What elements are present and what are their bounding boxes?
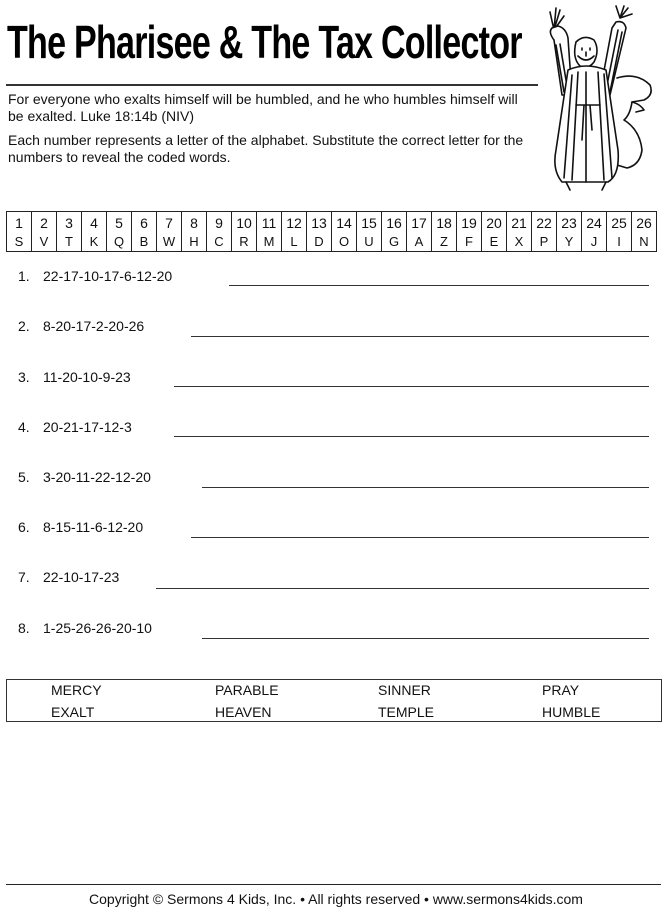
cipher-number: 13	[307, 212, 332, 233]
cipher-number: 25	[607, 212, 632, 233]
answer-line-6[interactable]	[191, 537, 649, 538]
cipher-letter: O	[332, 232, 357, 252]
cipher-number: 4	[82, 212, 107, 233]
question-code: 22-17-10-17-6-12-20	[43, 268, 173, 284]
cipher-letter: R	[232, 232, 257, 252]
cipher-number: 10	[232, 212, 257, 233]
question-number: 3.	[18, 369, 30, 385]
word-bank	[6, 679, 662, 722]
question-number: 4.	[18, 419, 30, 435]
cipher-letter: H	[182, 232, 207, 252]
cipher-number: 12	[282, 212, 307, 233]
cipher-numbers-row	[7, 212, 657, 233]
cipher-letter: D	[307, 232, 332, 252]
answer-line-1[interactable]	[229, 285, 649, 286]
question-code: 11-20-10-9-23	[43, 369, 131, 385]
cipher-number: 15	[357, 212, 382, 233]
question-number: 8.	[18, 620, 30, 636]
cipher-letter: I	[607, 232, 632, 252]
question-6	[18, 518, 143, 536]
cipher-number: 5	[107, 212, 132, 233]
cipher-number: 24	[582, 212, 607, 233]
question-number: 1.	[18, 268, 30, 284]
cipher-number: 26	[632, 212, 657, 233]
question-number: 7.	[18, 569, 30, 585]
cipher-letter: A	[407, 232, 432, 252]
cipher-number: 1	[7, 212, 32, 233]
word-bank-item: MERCY	[51, 682, 102, 698]
question-5	[18, 468, 151, 486]
bible-verse: For everyone who exalts himself will be humbled, and he who humbles himself will be exalted. Luke 18:14b (NIV)	[8, 91, 518, 124]
cipher-number: 23	[557, 212, 582, 233]
cipher-number: 6	[132, 212, 157, 233]
question-code: 1-25-26-26-20-10	[43, 620, 152, 636]
header-divider	[6, 84, 538, 86]
question-4	[18, 418, 132, 436]
answer-line-7[interactable]	[156, 588, 649, 589]
cipher-letter: N	[632, 232, 657, 252]
cipher-letter: V	[32, 232, 57, 252]
answer-line-8[interactable]	[202, 638, 649, 639]
cipher-letter: C	[207, 232, 232, 252]
cipher-number: 18	[432, 212, 457, 233]
cipher-letter: U	[357, 232, 382, 252]
word-bank-item: HUMBLE	[542, 704, 601, 720]
footer-divider	[6, 884, 661, 885]
cipher-number: 20	[482, 212, 507, 233]
cipher-number: 9	[207, 212, 232, 233]
question-7	[18, 568, 119, 586]
question-8	[18, 619, 152, 637]
question-1	[18, 267, 172, 285]
cipher-letter: F	[457, 232, 482, 252]
cipher-letter: E	[482, 232, 507, 252]
question-code: 22-10-17-23	[43, 569, 120, 585]
question-number: 5.	[18, 469, 30, 485]
question-2	[18, 317, 144, 335]
cipher-number: 11	[257, 212, 282, 233]
copyright-footer: Copyright © Sermons 4 Kids, Inc. • All rights reserved • www.sermons4kids.com	[89, 891, 583, 907]
cipher-letter: X	[507, 232, 532, 252]
cipher-letter: J	[582, 232, 607, 252]
word-bank-item: PRAY	[542, 682, 580, 698]
cipher-letter: B	[132, 232, 157, 252]
answer-line-3[interactable]	[174, 386, 649, 387]
cipher-letter: Z	[432, 232, 457, 252]
question-code: 3-20-11-22-12-20	[43, 469, 151, 485]
cipher-number: 17	[407, 212, 432, 233]
cipher-letter: M	[257, 232, 282, 252]
word-bank-item: HEAVEN	[215, 704, 272, 720]
answer-line-2[interactable]	[191, 336, 649, 337]
word-bank-item: EXALT	[51, 704, 95, 720]
instructions: Each number represents a letter of the alphabet. Substitute the correct letter for the numbers to reveal the coded words.	[8, 132, 524, 165]
cipher-number: 16	[382, 212, 407, 233]
cipher-letter: Q	[107, 232, 132, 252]
cipher-number: 19	[457, 212, 482, 233]
cipher-number: 3	[57, 212, 82, 233]
cipher-number: 2	[32, 212, 57, 233]
word-bank-item: SINNER	[378, 682, 431, 698]
page-title: The Pharisee & The Tax Collector	[7, 16, 522, 68]
cipher-number: 14	[332, 212, 357, 233]
cipher-key-table	[6, 211, 657, 252]
cipher-letter: Y	[557, 232, 582, 252]
cipher-number: 8	[182, 212, 207, 233]
cipher-letter: S	[7, 232, 32, 252]
cipher-letter: W	[157, 232, 182, 252]
answer-line-5[interactable]	[202, 487, 649, 488]
cipher-number: 7	[157, 212, 182, 233]
cipher-letter: L	[282, 232, 307, 252]
answer-line-4[interactable]	[174, 436, 649, 437]
question-code: 8-15-11-6-12-20	[43, 519, 144, 535]
cipher-letter: K	[82, 232, 107, 252]
cipher-letter: P	[532, 232, 557, 252]
word-bank-item: PARABLE	[215, 682, 279, 698]
cipher-number: 22	[532, 212, 557, 233]
word-bank-item: TEMPLE	[378, 704, 435, 720]
question-code: 20-21-17-12-3	[43, 419, 132, 435]
cipher-number: 21	[507, 212, 532, 233]
question-3	[18, 368, 131, 386]
question-number: 6.	[18, 519, 30, 535]
pharisee-illustration-icon	[532, 0, 672, 195]
question-number: 2.	[18, 318, 30, 334]
cipher-letter: T	[57, 232, 82, 252]
question-code: 8-20-17-2-20-26	[43, 318, 145, 334]
cipher-letters-row	[7, 232, 657, 252]
cipher-letter: G	[382, 232, 407, 252]
